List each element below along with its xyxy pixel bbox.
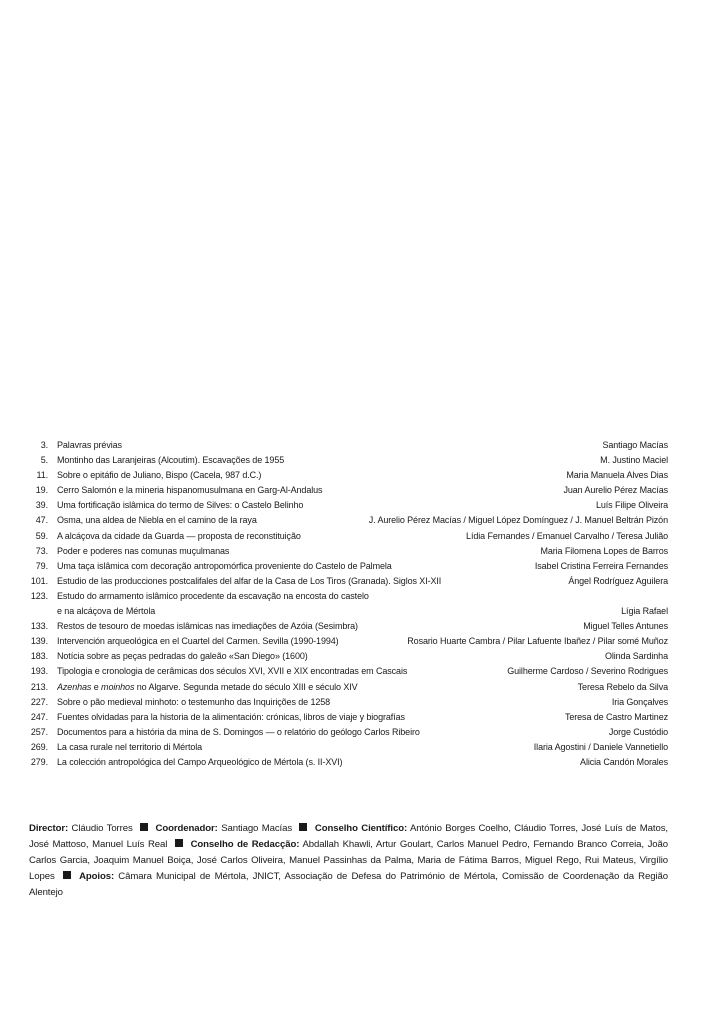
toc-entry: [28, 651, 668, 666]
toc-author: Iria Gonçalves: [611, 696, 668, 707]
square-bullet-icon: [299, 823, 307, 831]
square-bullet-icon: [140, 823, 148, 831]
toc-title: Documentos para a história da mina de S. Domingos — o relatório do geólogo Carlos Ribeiro: [57, 726, 420, 737]
toc-entry: [28, 515, 668, 530]
square-bullet-icon: [63, 871, 71, 879]
toc-page: 279.: [30, 756, 48, 767]
toc-entry: [28, 500, 668, 515]
toc-author: Maria Filomena Lopes de Barros: [540, 545, 668, 556]
coordinator-label: Coordenador:: [155, 823, 218, 834]
toc-entry: [28, 440, 668, 455]
toc-title: e na alcáçova de Mértola: [57, 606, 156, 617]
toc-title: Fuentes olvidadas para la historia de la alimentación: crónicas, libros de viaje y biografías: [57, 711, 405, 722]
toc-title: Cerro Salomón e la mineria hispanomusulmana en Garg-Al-Andalus: [57, 485, 323, 496]
toc-author: Ilaria Agostini / Daniele Vannetiello: [533, 741, 668, 752]
toc-title: Intervención arqueológica en el Cuartel del Carmen. Sevilla (1990-1994): [57, 636, 339, 647]
toc-author: Guilherme Cardoso / Severino Rodrigues: [507, 666, 668, 677]
toc-entry: [28, 606, 668, 621]
toc-page: 183.: [30, 651, 48, 662]
toc-title: Estudo do armamento islâmico procedente da escavação na encosta do castelo: [57, 590, 369, 601]
toc-author: Teresa de Castro Martinez: [564, 711, 668, 722]
toc-entry: [28, 531, 668, 546]
toc-title-connector: e: [91, 681, 102, 692]
toc-title: A alcáçova da cidade da Guarda — proposta de reconstituição: [57, 530, 301, 541]
toc-entry: [28, 485, 668, 500]
toc-entry: [28, 697, 668, 712]
toc-page: 123.: [30, 590, 48, 601]
toc-author: Teresa Rebelo da Silva: [577, 681, 668, 692]
toc-entry: [28, 591, 668, 606]
editorial-council-label: Conselho de Redacção:: [190, 839, 300, 850]
toc-title: Poder e poderes nas comunas muçulmanas: [57, 545, 230, 556]
coordinator-name: Santiago Macías: [217, 823, 296, 834]
toc-title: Sobre o pão medieval minhoto: o testemunho das Inquirições de 1258: [57, 696, 331, 707]
toc-title-italic: moinhos: [101, 681, 135, 692]
toc-author: Isabel Cristina Ferreira Fernandes: [534, 560, 668, 571]
toc-page: 39.: [35, 500, 48, 511]
square-bullet-icon: [175, 839, 183, 847]
toc-author: Alicia Candón Morales: [580, 756, 668, 767]
toc-entry: [28, 757, 668, 772]
support-names: Câmara Municipal de Mértola, JNICT, Associação de Defesa do Património de Mértola, Comissão de Coordenação da Região Alentejo: [29, 871, 668, 898]
toc-entry: [28, 455, 668, 470]
toc-page: 227.: [30, 696, 48, 707]
editorial-credits: [29, 821, 668, 901]
toc-page: 5.: [40, 455, 48, 466]
director-name: Cláudio Torres: [68, 823, 137, 834]
toc-page: 47.: [35, 515, 48, 526]
toc-entry: [28, 682, 668, 697]
toc-entry: [28, 636, 668, 651]
toc-page: 193.: [30, 666, 48, 677]
director-label: Director:: [29, 823, 69, 834]
toc-author: Luís Filipe Oliveira: [595, 500, 668, 511]
table-of-contents: [28, 440, 668, 772]
toc-author: Miguel Telles Antunes: [583, 621, 668, 632]
toc-author: Lídia Fernandes / Emanuel Carvalho / Teresa Julião: [466, 530, 668, 541]
toc-author: Juan Aurelio Pérez Macías: [563, 485, 668, 496]
toc-page: 247.: [30, 711, 48, 722]
toc-entry: [28, 727, 668, 742]
toc-page: 213.: [30, 681, 48, 692]
toc-title: Estudio de las producciones postcalifales del alfar de la Casa de Los Tiros (Granada). Siglos XI-XII: [57, 575, 442, 586]
toc-title-italic: Azenhas: [57, 681, 92, 692]
toc-entry: [28, 621, 668, 636]
toc-page: 19.: [35, 485, 48, 496]
editorial-council-names: Abdallah Khawli, Artur Goulart, Carlos Manuel Pedro, Fernando Branco Correia, João Carlos Garcia, Joaquim Manuel Boiça, José Carlos Oliveira, Manuel Passinhas da Palma, Maria de Fátima Barros, Miguel Rego, Rui Mateus, Virgílio Lopes: [29, 839, 668, 882]
toc-author: Olinda Sardinha: [604, 651, 668, 662]
toc-entry: [28, 561, 668, 576]
toc-title: Osma, una aldea de Niebla en el camino de la raya: [57, 515, 257, 526]
toc-title: Notícia sobre as peças pedradas do galeão «San Diego» (1600): [57, 651, 308, 662]
toc-title: Tipologia e cronologia de cerâmicas dos séculos XVI, XVII e XIX encontradas em Cascais: [57, 666, 408, 677]
toc-page: 73.: [35, 545, 48, 556]
toc-author: M. Justino Maciel: [600, 455, 668, 466]
toc-title: La casa rurale nel territorio di Mértola: [57, 741, 203, 752]
toc-page: 257.: [30, 726, 48, 737]
scientific-council-label: Conselho Científico:: [314, 823, 408, 834]
toc-author: J. Aurelio Pérez Macías / Miguel López Domínguez / J. Manuel Beltrán Pizón: [368, 515, 668, 526]
toc-author: Santiago Macías: [602, 440, 668, 450]
toc-author: Rosario Huarte Cambra / Pilar Lafuente Ibañez / Pilar somé Muñoz: [407, 636, 668, 647]
toc-page: 11.: [36, 470, 48, 481]
toc-page: 133.: [30, 621, 48, 632]
toc-entry: [28, 576, 668, 591]
toc-title-rest: no Algarve. Segunda metade do século XIII e século XIV: [134, 681, 358, 692]
toc-title: Uma fortificação islâmica do termo de Silves: o Castelo Belinho: [57, 500, 304, 511]
toc-author: Lígia Rafael: [621, 606, 668, 617]
toc-title: La colección antropológica del Campo Arqueológico de Mértola (s. II-XVI): [57, 756, 343, 767]
toc-page: 79.: [35, 560, 48, 571]
toc-title: Palavras prévias: [57, 440, 122, 450]
toc-author: Maria Manuela Alves Dias: [566, 470, 668, 481]
toc-entry: [28, 470, 668, 485]
toc-page: 101.: [30, 575, 48, 586]
toc-page: 269.: [30, 741, 48, 752]
toc-entry: [28, 712, 668, 727]
toc-title: Sobre o epitáfio de Juliano, Bispo (Cacela, 987 d.C.): [57, 470, 262, 481]
toc-author: Jorge Custódio: [608, 726, 668, 737]
scientific-council-names: António Borges Coelho, Cláudio Torres, José Luís de Matos, José Mattoso, Manuel Luís Real: [29, 823, 668, 850]
support-label: Apoios:: [79, 871, 115, 882]
toc-title: Uma taça islâmica com decoração antropomórfica proveniente do Castelo de Palmela: [57, 560, 392, 571]
toc-page: 3.: [40, 440, 48, 450]
toc-entry: [28, 666, 668, 681]
toc-entry: [28, 546, 668, 561]
toc-page: 139.: [30, 636, 48, 647]
toc-title: Montinho das Laranjeiras (Alcoutim). Escavações de 1955: [57, 455, 285, 466]
toc-page: 59.: [35, 530, 48, 541]
toc-title: [57, 682, 570, 692]
toc-entry: [28, 742, 668, 757]
toc-author: Ángel Rodríguez Aguilera: [568, 575, 668, 586]
toc-title: Restos de tesouro de moedas islâmicas nas imediações de Azóia (Sesimbra): [57, 621, 358, 632]
